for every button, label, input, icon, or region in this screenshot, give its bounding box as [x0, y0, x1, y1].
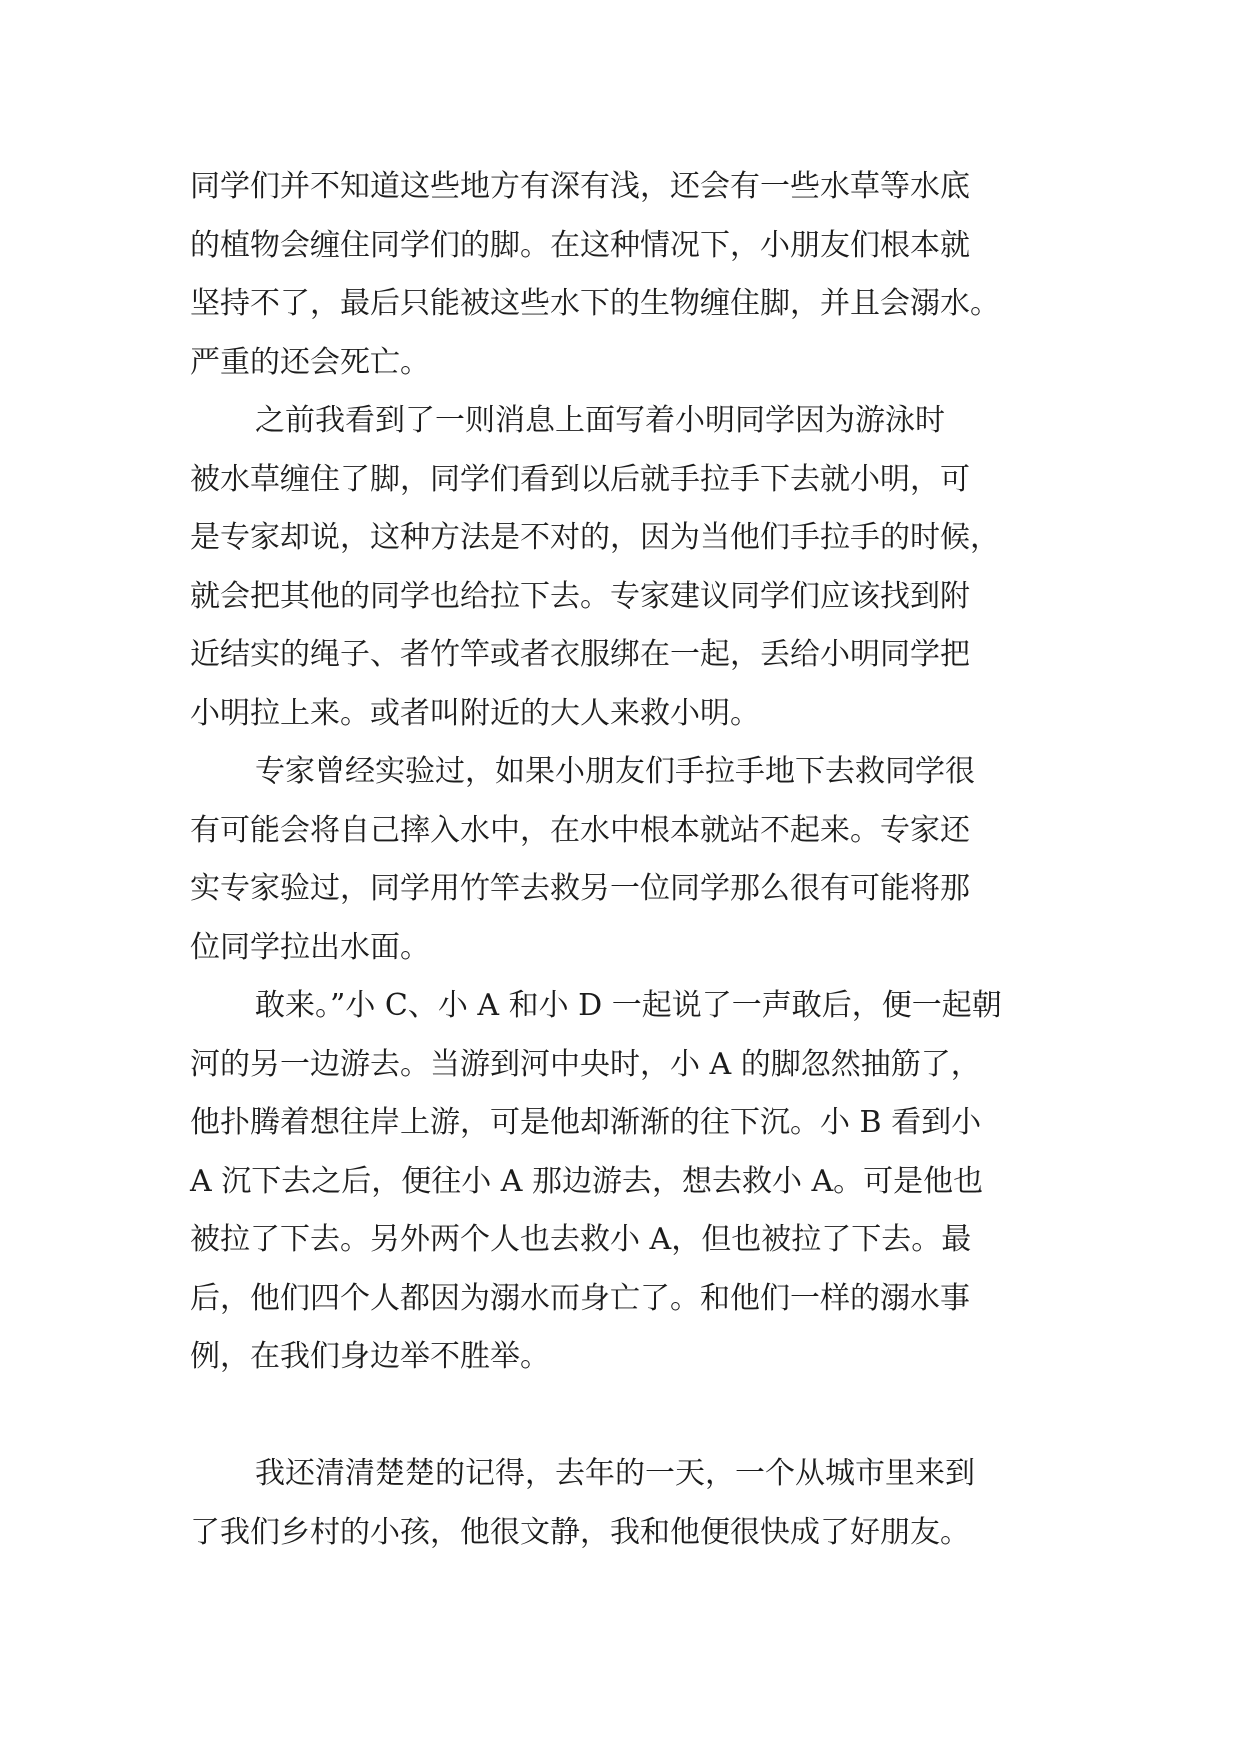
text-line: 就会把其他的同学也给拉下去。专家建议同学们应该找到附 [190, 578, 970, 614]
text-line: 河的另一边游去。当游到河中央时，小 A 的脚忽然抽筋了， [190, 1046, 981, 1082]
text-line: 被水草缠住了脚，同学们看到以后就手拉手下去就小明，可 [190, 461, 970, 497]
text-line: 实专家验过，同学用竹竿去救另一位同学那么很有可能将那 [190, 871, 970, 906]
text-line: 的植物会缠住同学们的脚。在这种情况下，小朋友们根本就 [190, 227, 970, 263]
document-body [190, 158, 1090, 1562]
text-line: 之前我看到了一则消息上面写着小明同学因为游泳时 [255, 403, 945, 438]
text-line: 他扑腾着想往岸上游，可是他却渐渐的往下沉。小 B 看到小 [190, 1105, 982, 1140]
text-line: 是专家却说，这种方法是不对的，因为当他们手拉手的时候， [190, 520, 1000, 555]
text-line: A 沉下去之后，便往小 A 那边游去，想去救小 A。可是他也 [190, 1163, 984, 1199]
text-line: 近结实的绳子、者竹竿或者衣服绑在一起，丢给小明同学把 [190, 637, 970, 672]
text-line: 我还清清楚楚的记得，去年的一天，一个从城市里来到 [255, 1456, 975, 1491]
text-line: 坚持不了，最后只能被这些水下的生物缠住脚，并且会溺水。 [190, 286, 1000, 321]
paragraph-2 [190, 392, 1090, 743]
paragraph-1 [190, 158, 1090, 392]
text-line: 了我们乡村的小孩，他很文静，我和他便很快成了好朋友。 [190, 1514, 970, 1550]
paragraph-gap [190, 1387, 1090, 1446]
text-line: 被拉了下去。另外两个人也去救小 A，但也被拉了下去。最 [190, 1222, 972, 1257]
text-line: 同学们并不知道这些地方有深有浅，还会有一些水草等水底 [190, 169, 970, 204]
text-line: 小明拉上来。或者叫附近的大人来救小明。 [190, 695, 760, 731]
text-line: 有可能会将自己摔入水中，在水中根本就站不起来。专家还 [190, 812, 970, 848]
text-line: 敢来。”小 C、小 A 和小 D 一起说了一声敢后，便一起朝 [255, 988, 1002, 1023]
paragraph-4 [190, 977, 1090, 1387]
text-line: 专家曾经实验过，如果小朋友们手拉手地下去救同学很 [255, 754, 975, 789]
text-line: 后，他们四个人都因为溺水而身亡了。和他们一样的溺水事 [190, 1280, 970, 1316]
text-line: 严重的还会死亡。 [190, 344, 430, 380]
text-line: 例，在我们身边举不胜举。 [190, 1339, 550, 1374]
paragraph-3 [190, 743, 1090, 977]
paragraph-5 [190, 1445, 1090, 1562]
text-line: 位同学拉出水面。 [190, 929, 430, 965]
